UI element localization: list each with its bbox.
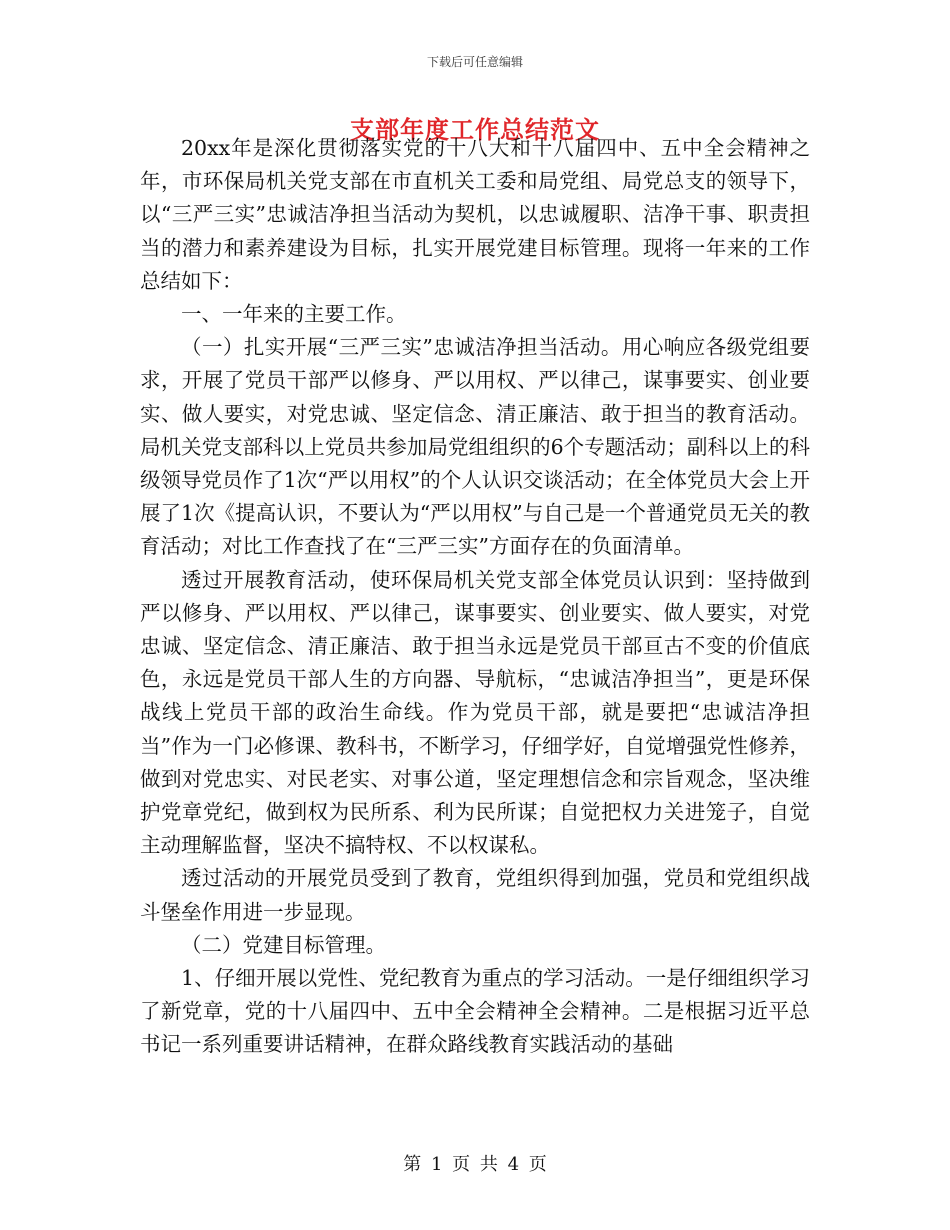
paragraph-education-result: 透过开展教育活动，使环保局机关党支部全体党员认识到：坚持做到严以修身、严以用权、严以律己，谋事要实、创业要实、做人要实，对党忠诚、坚定信念、清正廉洁、敢于担当永远是党员干部亘古不变的价值底色，永远是党员干部人生的方向器、导航标，“忠诚洁净担当”，更是环保战线上党员干部的政治生命线。作为党员干部，就是要把“忠诚洁净担当”作为一门必修课、教科书，不断学习，仔细学好，自觉增强党性修养，做到对党忠实、对民老实、对事公道，坚定理想信念和宗旨观念，坚决维护党章党纪，做到权为民所系、利为民所谋；自觉把权力关进笼子，自觉主动理解监督，坚决不搞特权、不以权谋私。 — [140, 567, 810, 858]
header-note: 下载后可任意编辑 — [426, 55, 523, 69]
page-number: 第 1 页 共 4 页 — [403, 1154, 547, 1175]
section-heading-party-goals: （二）党建目标管理。 — [181, 932, 386, 957]
paragraph-subsection-1: （一）扎实开展“三严三实”忠诚洁净担当活动。用心响应各级党组要求，开展了党员干部严以修身、严以用权、严以律己，谋事要实、创业要实、做人要实，对党忠诚、坚定信念、清正廉洁、敢于担当的教育活动。局机关党支部科以上党员共参加局党组组织的6个专题活动；副科以上的科级领导党员作了1次“严以用权”的个人认识交谈活动；在全体党员大会上开展了1次《提高认识，不要认为“严以用权”与自己是一个普通党员无关的教育活动；对比工作查找了在“三严三实”方面存在的负面清单。 — [140, 335, 810, 559]
section-heading-main-work: 一、一年来的主要工作。 — [181, 302, 407, 327]
paragraph-activity-effect: 透过活动的开展党员受到了教育，党组织得到加强，党员和党组织战斗堡垒作用进一步显现。 — [140, 866, 810, 924]
document-title: 支部年度工作总结范文 — [350, 115, 600, 144]
paragraph-intro: 20xx年是深化贯彻落实党的十八大和十八届四中、五中全会精神之年，市环保局机关党支部在市直机关工委和局党组、局党总支的领导下，以“三严三实”忠诚洁净担当活动为契机，以忠诚履职、洁净干事、职责担当的潜力和素养建设为目标，扎实开展党建目标管理。现将一年来的工作总结如下： — [140, 136, 810, 293]
document-body — [140, 132, 810, 1062]
paragraph-study-activities: 1、仔细开展以党性、党纪教育为重点的学习活动。一是仔细组织学习了新党章，党的十八届四中、五中全会精神全会精神。二是根据习近平总书记一系列重要讲话精神，在群众路线教育实践活动的基础 — [140, 966, 810, 1057]
